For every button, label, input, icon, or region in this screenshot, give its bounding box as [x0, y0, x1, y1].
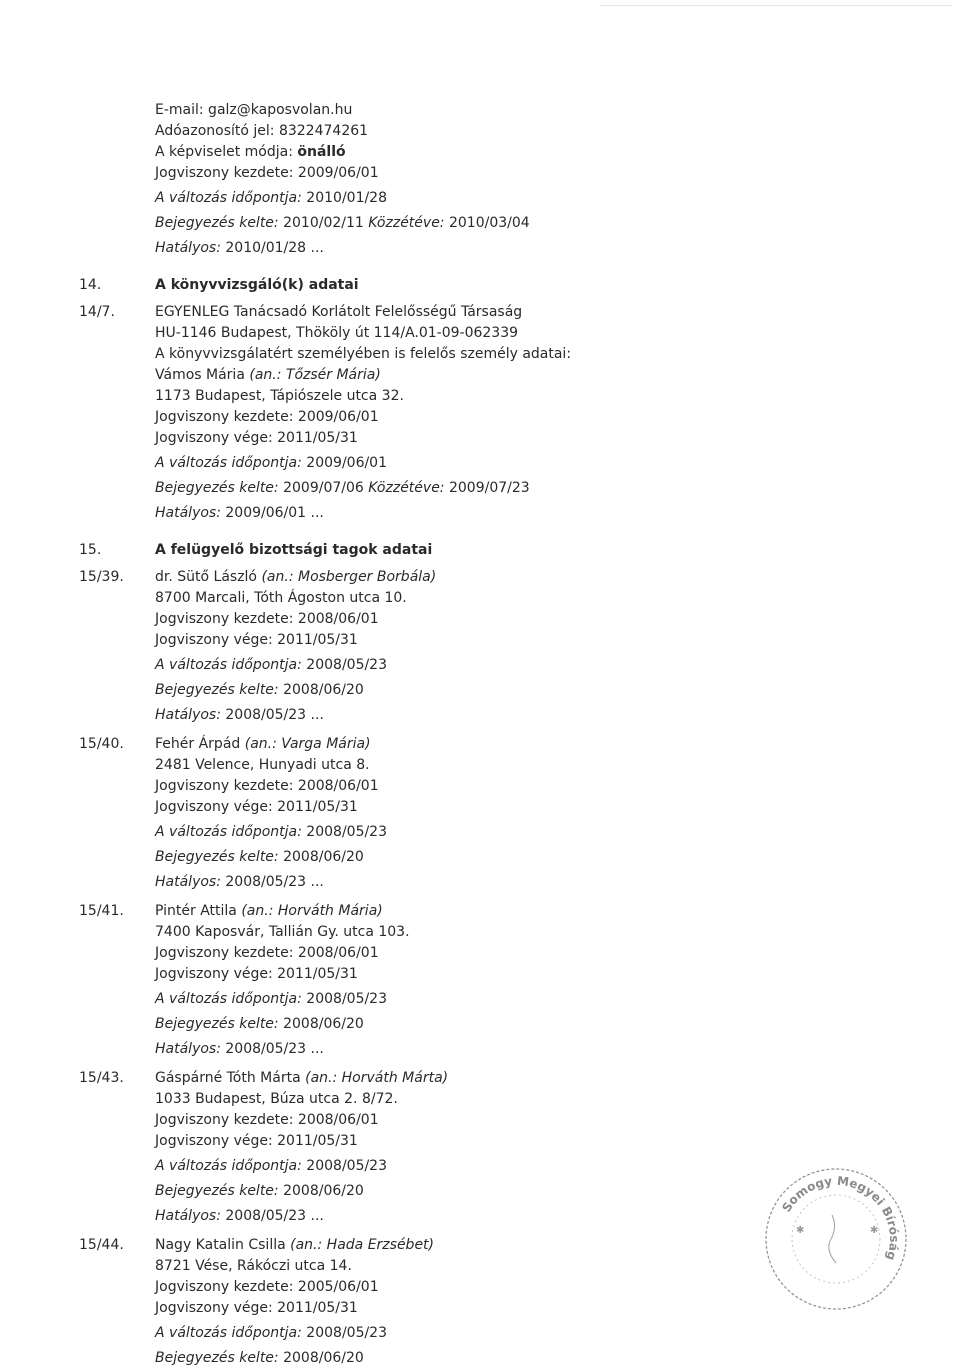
published-label: Közzétéve:: [368, 215, 445, 231]
relation-start-line: Jogviszony kezdete: 2008/06/01: [155, 778, 379, 794]
change-date-label: A változás időpontja:: [155, 1325, 302, 1341]
effective-label: Hatályos:: [155, 1208, 221, 1224]
email-line: E-mail: galz@kaposvolan.hu: [155, 102, 353, 118]
relation-start-line: Jogviszony kezdete: 2009/06/01: [155, 409, 379, 425]
change-date-value: 2009/06/01: [301, 455, 388, 471]
member-address: 8700 Marcali, Tóth Ágoston utca 10.: [155, 590, 407, 606]
registration-value: 2008/06/20: [278, 1016, 364, 1032]
effective-label: Hatályos:: [155, 505, 221, 521]
member-name: dr. Sütő László: [155, 569, 262, 585]
change-date-label: A változás időpontja:: [155, 824, 302, 840]
member-address: 7400 Kaposvár, Tallián Gy. utca 103.: [155, 924, 410, 940]
change-date-value: 2008/05/23: [301, 1158, 388, 1174]
entry-number: 15/39.: [79, 569, 124, 585]
change-date-label: A változás időpontja:: [155, 657, 302, 673]
change-date-label: A változás időpontja:: [155, 991, 302, 1007]
member-mother: (an.: Varga Mária): [244, 736, 371, 752]
registration-label: Bejegyezés kelte:: [155, 480, 279, 496]
court-stamp: [760, 1163, 912, 1315]
section-supervisory-board: [0, 540, 960, 561]
change-date-line: [155, 655, 960, 676]
company-name: EGYENLEG Tanácsadó Korlátolt Felelősségű Társaság: [155, 304, 523, 320]
stamp-crest: [829, 1215, 836, 1263]
member-entry: [0, 901, 960, 1060]
registration-label: Bejegyezés kelte:: [155, 849, 279, 865]
relation-start-line: Jogviszony kezdete: 2008/06/01: [155, 945, 379, 961]
entry-number: 15/40.: [79, 736, 124, 752]
change-date-line: [155, 989, 960, 1010]
change-date-line: [155, 822, 960, 843]
relation-end-line: Jogviszony vége: 2011/05/31: [155, 966, 358, 982]
change-date-label: A változás időpontja:: [155, 1158, 302, 1174]
registration-value: 2009/07/06: [278, 480, 369, 496]
registration-label: Bejegyezés kelte:: [155, 215, 279, 231]
registration-label: Bejegyezés kelte:: [155, 682, 279, 698]
registration-line: [155, 847, 960, 868]
member-mother: (an.: Horváth Márta): [305, 1070, 449, 1086]
member-name: Gáspárné Tóth Márta: [155, 1070, 306, 1086]
registration-value: 2008/06/20: [278, 682, 364, 698]
stamp-star-left: ✱: [796, 1225, 805, 1236]
person-mother: (an.: Tőzsér Mária): [249, 367, 381, 383]
stamp-inner-ring: [792, 1195, 880, 1283]
change-date-line: [155, 453, 960, 474]
effective-line: [155, 503, 960, 524]
relation-start-line: Jogviszony kezdete: 2008/06/01: [155, 611, 379, 627]
relation-end-line: Jogviszony vége: 2011/05/31: [155, 1133, 358, 1149]
published-value: 2009/07/23: [444, 480, 530, 496]
member-mother: (an.: Horváth Mária): [241, 903, 383, 919]
relation-end-line: Jogviszony vége: 2011/05/31: [155, 799, 358, 815]
relation-start-line: Jogviszony kezdete: 2009/06/01: [155, 165, 379, 181]
entry-number: 15/43.: [79, 1070, 124, 1086]
effective-label: Hatályos:: [155, 1041, 221, 1057]
member-address: 2481 Velence, Hunyadi utca 8.: [155, 757, 370, 773]
stamp-arc-text: Somogy Megyei Bíróság: [779, 1173, 902, 1263]
member-name-line: [155, 1068, 960, 1089]
member-address: 8721 Vése, Rákóczi utca 14.: [155, 1258, 352, 1274]
registration-value: 2008/06/20: [278, 1350, 364, 1366]
registration-line: [155, 1348, 960, 1369]
company-address: HU-1146 Budapest, Thököly út 114/A.01-09-062339: [155, 325, 519, 341]
member-name-line: [155, 734, 960, 755]
member-name-line: [155, 901, 960, 922]
section-number: 14.: [79, 277, 102, 293]
representation-label: A képviselet módja:: [155, 144, 298, 160]
entry-number: 14/7.: [79, 304, 115, 320]
relation-end-line: Jogviszony vége: 2011/05/31: [155, 632, 358, 648]
effective-label: Hatályos:: [155, 874, 221, 890]
person-name-line: [155, 365, 960, 386]
person-address: 1173 Budapest, Tápiószele utca 32.: [155, 388, 404, 404]
change-date-line: [155, 1323, 960, 1344]
effective-value: 2009/06/01 ...: [220, 505, 324, 521]
effective-line: [155, 238, 960, 259]
effective-line: [155, 872, 960, 893]
effective-label: Hatályos:: [155, 240, 221, 256]
change-date-value: 2008/05/23: [301, 824, 388, 840]
registration-value: 2010/02/11: [278, 215, 369, 231]
effective-value: 2010/01/28 ...: [220, 240, 324, 256]
section-title: A könyvvizsgáló(k) adatai: [155, 277, 359, 293]
representation-line: [155, 142, 960, 163]
member-address: 1033 Budapest, Búza utca 2. 8/72.: [155, 1091, 398, 1107]
registration-label: Bejegyezés kelte:: [155, 1016, 279, 1032]
section-auditors: [0, 275, 960, 296]
effective-label: Hatályos:: [155, 707, 221, 723]
auditor-entry: [0, 302, 960, 524]
member-name: Pintér Attila: [155, 903, 242, 919]
registration-value: 2008/06/20: [278, 1183, 364, 1199]
member-entry: [0, 567, 960, 726]
registration-value: 2008/06/20: [278, 849, 364, 865]
person-name: Vámos Mária: [155, 367, 250, 383]
effective-value: 2008/05/23 ...: [220, 874, 324, 890]
published-value: 2010/03/04: [444, 215, 530, 231]
published-label: Közzétéve:: [368, 480, 445, 496]
effective-value: 2008/05/23 ...: [220, 1208, 324, 1224]
effective-value: 2008/05/23 ...: [220, 707, 324, 723]
person-note: A könyvvizsgálatért személyében is felelős személy adatai:: [155, 346, 572, 362]
stamp-star-right: ✱: [870, 1225, 879, 1236]
member-name: Fehér Árpád: [155, 736, 245, 752]
member-name-line: [155, 567, 960, 588]
change-date-line: [155, 188, 960, 209]
stamp-outer-ring: [766, 1169, 906, 1309]
tax-id-line: Adóazonosító jel: 8322474261: [155, 123, 369, 139]
relation-end-line: Jogviszony vége: 2011/05/31: [155, 1300, 358, 1316]
section-number: 15.: [79, 542, 102, 558]
relation-start-line: Jogviszony kezdete: 2008/06/01: [155, 1112, 379, 1128]
registration-label: Bejegyezés kelte:: [155, 1350, 279, 1366]
change-date-value: 2008/05/23: [301, 991, 388, 1007]
representation-value: önálló: [297, 144, 346, 160]
relation-start-line: Jogviszony kezdete: 2005/06/01: [155, 1279, 379, 1295]
entry-number: 15/41.: [79, 903, 124, 919]
entry-number: 15/44.: [79, 1237, 124, 1253]
effective-line: [155, 1039, 960, 1060]
member-mother: (an.: Mosberger Borbála): [261, 569, 437, 585]
change-date-value: 2008/05/23: [301, 657, 388, 673]
change-date-label: A változás időpontja:: [155, 455, 302, 471]
relation-end-line: Jogviszony vége: 2011/05/31: [155, 430, 358, 446]
member-name: Nagy Katalin Csilla: [155, 1237, 291, 1253]
registration-line: [155, 1014, 960, 1035]
registration-line: [155, 213, 960, 234]
top-rule: [600, 5, 952, 6]
change-date-value: 2010/01/28: [301, 190, 388, 206]
effective-line: [155, 705, 960, 726]
effective-value: 2008/05/23 ...: [220, 1041, 324, 1057]
member-mother: (an.: Hada Erzsébet): [290, 1237, 435, 1253]
registration-line: [155, 680, 960, 701]
registration-line: [155, 478, 960, 499]
member-entry: [0, 734, 960, 893]
change-date-value: 2008/05/23: [301, 1325, 388, 1341]
section-title: A felügyelő bizottsági tagok adatai: [155, 542, 433, 558]
header-block: [0, 100, 960, 259]
change-date-label: A változás időpontja:: [155, 190, 302, 206]
registration-label: Bejegyezés kelte:: [155, 1183, 279, 1199]
